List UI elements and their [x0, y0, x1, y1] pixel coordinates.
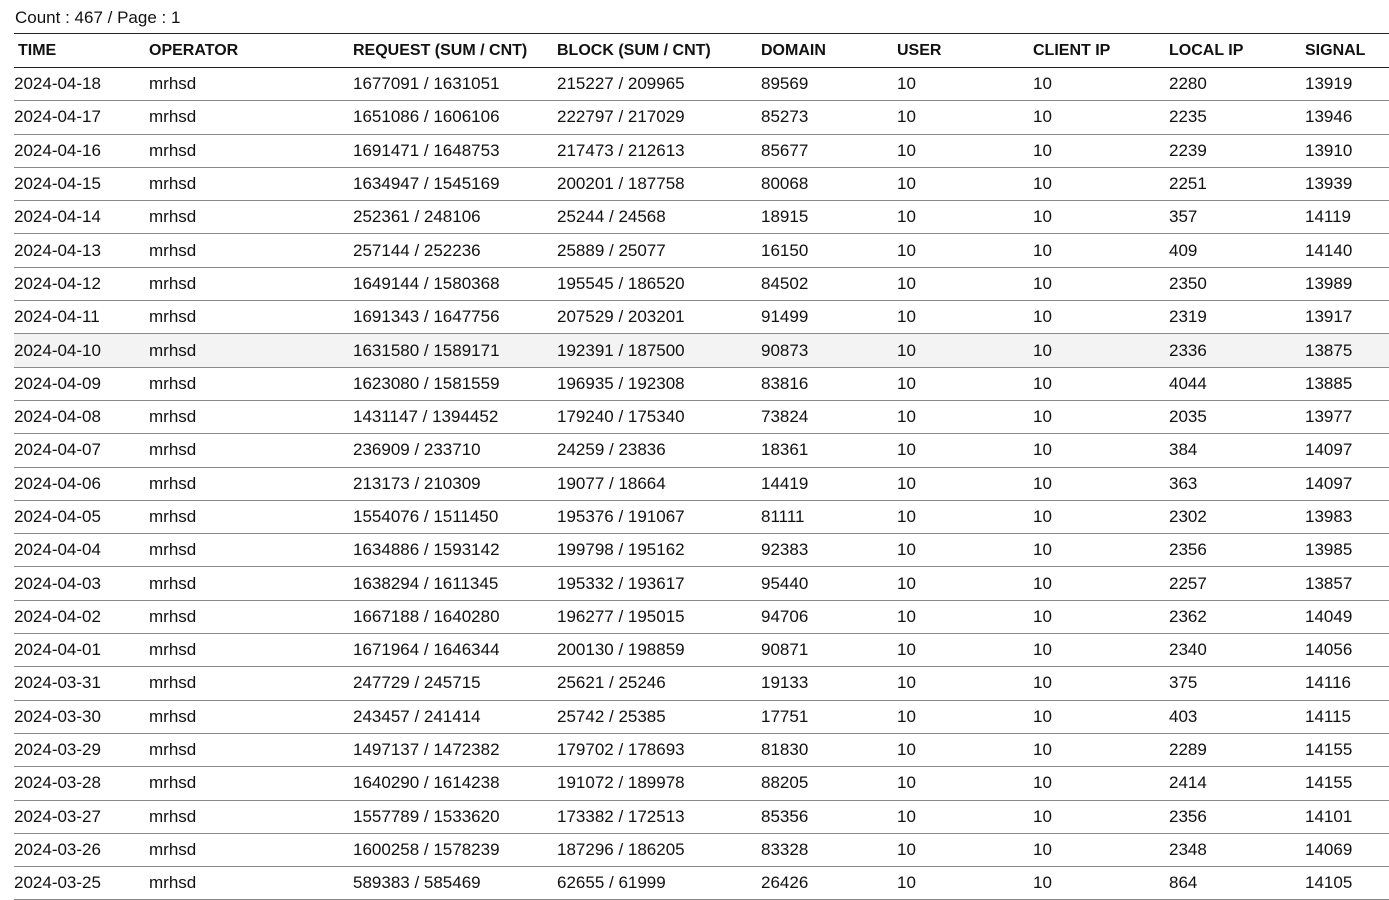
- cell-signal: 13989: [1305, 273, 1353, 293]
- cell-block: 222797 / 217029: [557, 107, 685, 127]
- cell-operator: mrhsd: [149, 673, 197, 693]
- cell-domain: 85356: [761, 806, 809, 826]
- cell-local-ip: 2302: [1169, 507, 1207, 526]
- cell-request: 1631580 / 1589171: [353, 340, 500, 360]
- cell-time: 2024-04-01: [14, 640, 101, 660]
- cell-user: 10: [897, 307, 916, 327]
- cell-client-ip: 10: [1033, 373, 1052, 393]
- cell-domain: 90873: [761, 340, 809, 360]
- table-body: [14, 68, 1389, 900]
- cell-time: 2024-04-18: [14, 74, 101, 94]
- cell-block: 173382 / 172513: [557, 806, 685, 826]
- cell-local-ip: 2289: [1169, 740, 1207, 760]
- table-row[interactable]: [14, 634, 1389, 667]
- cell-time: 2024-03-31: [14, 673, 101, 693]
- cell-block: 25621 / 25246: [557, 673, 666, 693]
- cell-local-ip: 2319: [1169, 307, 1207, 327]
- cell-client-ip: 10: [1033, 839, 1052, 859]
- cell-signal: 14105: [1305, 873, 1353, 893]
- cell-client-ip: 10: [1033, 240, 1052, 260]
- cell-signal: 14069: [1305, 839, 1353, 859]
- column-header-client-ip[interactable]: CLIENT IP: [1033, 41, 1111, 59]
- cell-local-ip: 2348: [1169, 839, 1207, 859]
- cell-signal: 14101: [1305, 806, 1353, 826]
- cell-request: 1649144 / 1580368: [353, 273, 500, 293]
- cell-local-ip: 2356: [1169, 540, 1207, 560]
- cell-block: 25244 / 24568: [557, 207, 666, 227]
- cell-client-ip: 10: [1033, 773, 1052, 793]
- cell-time: 2024-04-09: [14, 373, 101, 393]
- cell-request: 589383 / 585469: [353, 873, 481, 893]
- column-header-time[interactable]: TIME: [18, 41, 57, 59]
- cell-request: 1651086 / 1606106: [353, 107, 500, 127]
- cell-signal: 14119: [1305, 207, 1352, 227]
- cell-domain: 92383: [761, 540, 809, 560]
- table-row[interactable]: [14, 434, 1389, 467]
- cell-request: 236909 / 233710: [353, 440, 481, 460]
- cell-block: 25742 / 25385: [557, 706, 666, 726]
- cell-client-ip: 10: [1033, 107, 1052, 127]
- cell-domain: 95440: [761, 573, 809, 593]
- cell-block: 195545 / 186520: [557, 273, 685, 293]
- cell-local-ip: 2280: [1169, 74, 1207, 94]
- cell-time: 2024-04-06: [14, 473, 101, 493]
- cell-domain: 26426: [761, 873, 809, 893]
- cell-local-ip: 2362: [1169, 606, 1207, 626]
- cell-local-ip: 357: [1169, 207, 1198, 227]
- cell-domain: 16150: [761, 240, 809, 260]
- cell-time: 2024-04-12: [14, 273, 101, 293]
- cell-block: 207529 / 203201: [557, 307, 685, 327]
- cell-local-ip: 2414: [1169, 773, 1207, 793]
- column-header-user[interactable]: USER: [897, 41, 942, 59]
- cell-request: 1691343 / 1647756: [353, 307, 500, 327]
- cell-request: 1554076 / 1511450: [353, 507, 499, 526]
- cell-domain: 17751: [761, 706, 809, 726]
- cell-local-ip: 2356: [1169, 806, 1207, 826]
- table-row[interactable]: [14, 301, 1389, 334]
- cell-client-ip: 10: [1033, 873, 1052, 893]
- cell-request: 1634947 / 1545169: [353, 174, 500, 194]
- cell-operator: mrhsd: [149, 74, 197, 94]
- cell-local-ip: 384: [1169, 440, 1198, 460]
- cell-request: 1691471 / 1648753: [353, 140, 500, 160]
- cell-operator: mrhsd: [149, 606, 197, 626]
- cell-operator: mrhsd: [149, 207, 197, 227]
- cell-client-ip: 10: [1033, 473, 1052, 493]
- column-header-local-ip[interactable]: LOCAL IP: [1169, 41, 1244, 59]
- cell-local-ip: 2340: [1169, 640, 1207, 660]
- cell-operator: mrhsd: [149, 573, 197, 593]
- cell-operator: mrhsd: [149, 806, 197, 826]
- cell-request: 1497137 / 1472382: [353, 740, 500, 760]
- table-row[interactable]: [14, 833, 1389, 866]
- cell-user: 10: [897, 806, 916, 826]
- table-row[interactable]: [14, 500, 1389, 533]
- cell-domain: 83328: [761, 839, 809, 859]
- cell-signal: 14115: [1305, 706, 1352, 726]
- table-row[interactable]: [14, 667, 1389, 700]
- cell-user: 10: [897, 573, 916, 593]
- cell-client-ip: 10: [1033, 640, 1052, 660]
- cell-block: 200130 / 198859: [557, 640, 685, 660]
- cell-user: 10: [897, 773, 916, 793]
- cell-user: 10: [897, 640, 916, 660]
- column-header-request[interactable]: REQUEST (SUM / CNT): [353, 41, 528, 59]
- cell-domain: 19133: [761, 673, 809, 693]
- cell-signal: 13857: [1305, 573, 1353, 593]
- column-header-operator[interactable]: OPERATOR: [149, 41, 239, 59]
- cell-local-ip: 2350: [1169, 273, 1207, 293]
- cell-block: 215227 / 209965: [557, 74, 685, 94]
- cell-domain: 81830: [761, 740, 809, 760]
- cell-client-ip: 10: [1033, 273, 1052, 293]
- cell-time: 2024-03-29: [14, 740, 101, 760]
- cell-user: 10: [897, 873, 916, 893]
- cell-domain: 83816: [761, 373, 809, 393]
- cell-domain: 84502: [761, 273, 809, 293]
- cell-signal: 14097: [1305, 473, 1353, 493]
- cell-time: 2024-03-27: [14, 806, 101, 826]
- table-row[interactable]: [14, 334, 1389, 367]
- cell-signal: 14155: [1305, 773, 1353, 793]
- cell-operator: mrhsd: [149, 307, 197, 327]
- cell-signal: 13875: [1305, 340, 1353, 360]
- cell-client-ip: 10: [1033, 606, 1052, 626]
- table-row[interactable]: [14, 367, 1389, 400]
- cell-domain: 85677: [761, 140, 809, 160]
- cell-client-ip: 10: [1033, 740, 1052, 760]
- cell-time: 2024-03-26: [14, 839, 101, 859]
- table-row[interactable]: [14, 767, 1389, 800]
- cell-domain: 81111: [761, 507, 805, 526]
- table-row[interactable]: [14, 267, 1389, 300]
- cell-block: 200201 / 187758: [557, 174, 685, 194]
- cell-client-ip: 10: [1033, 440, 1052, 460]
- cell-domain: 18361: [761, 440, 809, 460]
- table-row[interactable]: [14, 867, 1389, 900]
- cell-operator: mrhsd: [149, 140, 197, 160]
- cell-user: 10: [897, 174, 916, 194]
- cell-operator: mrhsd: [149, 473, 197, 493]
- table-row[interactable]: [14, 567, 1389, 600]
- cell-operator: mrhsd: [149, 273, 197, 293]
- cell-request: 1557789 / 1533620: [353, 806, 500, 826]
- cell-domain: 85273: [761, 107, 809, 127]
- cell-client-ip: 10: [1033, 706, 1052, 726]
- cell-signal: 13885: [1305, 373, 1353, 393]
- table-row[interactable]: [14, 68, 1389, 101]
- cell-request: 213173 / 210309: [353, 473, 481, 493]
- cell-block: 199798 / 195162: [557, 540, 685, 560]
- cell-signal: 13939: [1305, 174, 1353, 194]
- cell-local-ip: 2239: [1169, 140, 1207, 160]
- cell-user: 10: [897, 407, 916, 427]
- cell-client-ip: 10: [1033, 174, 1052, 194]
- cell-local-ip: 2235: [1169, 107, 1207, 127]
- cell-operator: mrhsd: [149, 706, 197, 726]
- cell-block: 62655 / 61999: [557, 873, 666, 893]
- record-count-summary: Count : 467 / Page : 1: [15, 8, 181, 27]
- cell-client-ip: 10: [1033, 573, 1052, 593]
- header-row: [14, 34, 1389, 68]
- cell-client-ip: 10: [1033, 74, 1052, 94]
- cell-signal: 14097: [1305, 440, 1353, 460]
- cell-block: 187296 / 186205: [557, 839, 685, 859]
- cell-signal: 14155: [1305, 740, 1353, 760]
- cell-request: 1671964 / 1646344: [353, 640, 500, 660]
- cell-domain: 18915: [761, 207, 809, 227]
- cell-user: 10: [897, 540, 916, 560]
- cell-signal: 13946: [1305, 107, 1353, 127]
- cell-local-ip: 409: [1169, 240, 1198, 260]
- cell-local-ip: 2035: [1169, 407, 1207, 427]
- cell-local-ip: 2251: [1169, 174, 1207, 194]
- cell-client-ip: 10: [1033, 673, 1052, 693]
- cell-operator: mrhsd: [149, 540, 197, 560]
- cell-domain: 88205: [761, 773, 809, 793]
- cell-signal: 13983: [1305, 507, 1353, 526]
- cell-user: 10: [897, 207, 916, 227]
- cell-block: 196277 / 195015: [557, 606, 685, 626]
- cell-local-ip: 2257: [1169, 573, 1207, 593]
- cell-user: 10: [897, 740, 916, 760]
- cell-operator: mrhsd: [149, 440, 197, 460]
- cell-request: 1677091 / 1631051: [353, 74, 500, 94]
- cell-domain: 94706: [761, 606, 809, 626]
- cell-domain: 14419: [761, 473, 809, 493]
- cell-signal: 14140: [1305, 240, 1353, 260]
- cell-time: 2024-04-10: [14, 340, 101, 360]
- cell-time: 2024-03-25: [14, 873, 101, 893]
- cell-local-ip: 363: [1169, 473, 1198, 493]
- cell-time: 2024-04-11: [14, 307, 100, 327]
- cell-local-ip: 4044: [1169, 373, 1207, 393]
- cell-operator: mrhsd: [149, 507, 197, 526]
- table-row[interactable]: [14, 167, 1389, 200]
- column-header-block[interactable]: BLOCK (SUM / CNT): [557, 41, 711, 59]
- cell-user: 10: [897, 373, 916, 393]
- cell-operator: mrhsd: [149, 174, 197, 194]
- stats-table-container: [14, 33, 1389, 900]
- cell-request: 1667188 / 1640280: [353, 606, 500, 626]
- cell-operator: mrhsd: [149, 873, 197, 893]
- cell-client-ip: 10: [1033, 806, 1052, 826]
- cell-user: 10: [897, 706, 916, 726]
- cell-client-ip: 10: [1033, 407, 1052, 427]
- cell-block: 25889 / 25077: [557, 240, 666, 260]
- cell-block: 196935 / 192308: [557, 373, 685, 393]
- cell-time: 2024-03-28: [14, 773, 101, 793]
- cell-operator: mrhsd: [149, 740, 197, 760]
- cell-domain: 73824: [761, 407, 809, 427]
- cell-operator: mrhsd: [149, 640, 197, 660]
- cell-time: 2024-04-14: [14, 207, 101, 227]
- cell-operator: mrhsd: [149, 240, 197, 260]
- table-row[interactable]: [14, 101, 1389, 134]
- cell-block: 195376 / 191067: [557, 507, 685, 526]
- cell-domain: 80068: [761, 174, 809, 194]
- cell-request: 1600258 / 1578239: [353, 839, 500, 859]
- cell-time: 2024-04-03: [14, 573, 101, 593]
- cell-signal: 13977: [1305, 407, 1353, 427]
- cell-client-ip: 10: [1033, 140, 1052, 160]
- cell-client-ip: 10: [1033, 307, 1052, 327]
- cell-request: 252361 / 248106: [353, 207, 481, 227]
- cell-user: 10: [897, 606, 916, 626]
- table-row[interactable]: [14, 201, 1389, 234]
- cell-time: 2024-04-07: [14, 440, 101, 460]
- cell-operator: mrhsd: [149, 839, 197, 859]
- cell-request: 243457 / 241414: [353, 706, 481, 726]
- cell-request: 1634886 / 1593142: [353, 540, 500, 560]
- cell-signal: 13910: [1305, 140, 1353, 160]
- table-header: [14, 34, 1389, 68]
- cell-signal: 14116: [1305, 673, 1352, 693]
- cell-time: 2024-04-16: [14, 140, 101, 160]
- cell-user: 10: [897, 107, 916, 127]
- cell-domain: 91499: [761, 307, 809, 327]
- cell-user: 10: [897, 839, 916, 859]
- cell-signal: 13919: [1305, 74, 1353, 94]
- cell-user: 10: [897, 473, 916, 493]
- cell-time: 2024-04-08: [14, 407, 101, 427]
- cell-domain: 89569: [761, 74, 809, 94]
- cell-request: 247729 / 245715: [353, 673, 481, 693]
- cell-block: 179702 / 178693: [557, 740, 685, 760]
- table-row[interactable]: [14, 600, 1389, 633]
- cell-user: 10: [897, 273, 916, 293]
- cell-user: 10: [897, 240, 916, 260]
- cell-request: 1431147 / 1394452: [353, 407, 499, 427]
- cell-request: 1623080 / 1581559: [353, 373, 500, 393]
- table-row[interactable]: [14, 700, 1389, 733]
- column-header-signal[interactable]: SIGNAL: [1305, 41, 1366, 59]
- cell-block: 19077 / 18664: [557, 473, 666, 493]
- cell-user: 10: [897, 440, 916, 460]
- cell-time: 2024-04-05: [14, 507, 101, 526]
- cell-time: 2024-04-17: [14, 107, 101, 127]
- cell-operator: mrhsd: [149, 773, 197, 793]
- cell-user: 10: [897, 74, 916, 94]
- cell-time: 2024-04-04: [14, 540, 101, 560]
- cell-client-ip: 10: [1033, 507, 1052, 526]
- stats-table: [14, 33, 1389, 900]
- cell-client-ip: 10: [1033, 540, 1052, 560]
- cell-time: 2024-04-15: [14, 174, 101, 194]
- cell-user: 10: [897, 340, 916, 360]
- cell-block: 192391 / 187500: [557, 340, 685, 360]
- cell-local-ip: 2336: [1169, 340, 1207, 360]
- cell-client-ip: 10: [1033, 207, 1052, 227]
- table-row[interactable]: [14, 234, 1389, 267]
- cell-block: 24259 / 23836: [557, 440, 666, 460]
- cell-operator: mrhsd: [149, 340, 197, 360]
- cell-block: 217473 / 212613: [557, 140, 685, 160]
- table-row[interactable]: [14, 534, 1389, 567]
- cell-signal: 13917: [1305, 307, 1353, 327]
- cell-user: 10: [897, 673, 916, 693]
- table-row[interactable]: [14, 467, 1389, 500]
- table-row[interactable]: [14, 800, 1389, 833]
- cell-signal: 14049: [1305, 606, 1353, 626]
- cell-local-ip: 403: [1169, 706, 1198, 726]
- cell-client-ip: 10: [1033, 340, 1052, 360]
- cell-signal: 14056: [1305, 640, 1353, 660]
- cell-domain: 90871: [761, 640, 809, 660]
- cell-signal: 13985: [1305, 540, 1353, 560]
- column-header-domain[interactable]: DOMAIN: [761, 41, 826, 59]
- cell-local-ip: 864: [1169, 873, 1198, 893]
- cell-block: 195332 / 193617: [557, 573, 685, 593]
- table-row[interactable]: [14, 400, 1389, 433]
- cell-user: 10: [897, 140, 916, 160]
- cell-time: 2024-04-02: [14, 606, 101, 626]
- cell-operator: mrhsd: [149, 107, 197, 127]
- cell-request: 1640290 / 1614238: [353, 773, 500, 793]
- cell-operator: mrhsd: [149, 373, 197, 393]
- cell-request: 1638294 / 1611345: [353, 573, 499, 593]
- table-row[interactable]: [14, 733, 1389, 766]
- cell-local-ip: 375: [1169, 673, 1198, 693]
- cell-user: 10: [897, 507, 916, 526]
- table-row[interactable]: [14, 134, 1389, 167]
- cell-time: 2024-04-13: [14, 240, 101, 260]
- cell-time: 2024-03-30: [14, 706, 101, 726]
- cell-block: 191072 / 189978: [557, 773, 685, 793]
- cell-operator: mrhsd: [149, 407, 197, 427]
- cell-block: 179240 / 175340: [557, 407, 685, 427]
- cell-request: 257144 / 252236: [353, 240, 481, 260]
